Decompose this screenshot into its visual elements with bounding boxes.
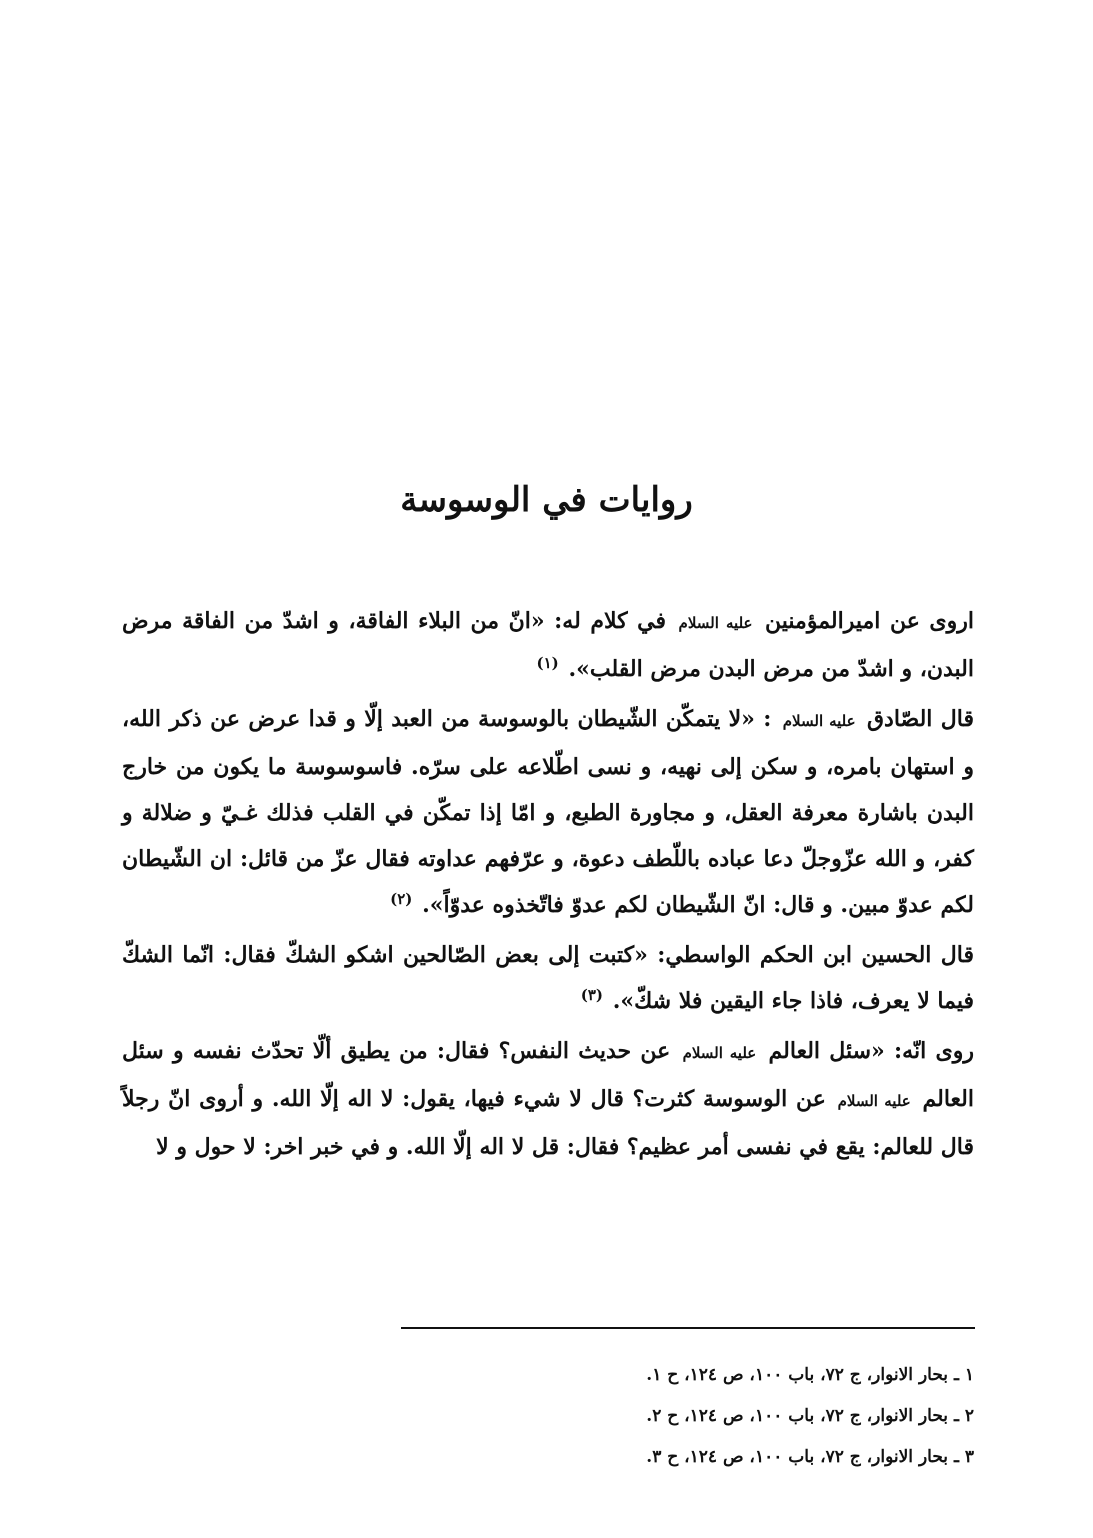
honorific: عليه السلام xyxy=(682,1044,757,1062)
page-title: روايات في الوسوسة xyxy=(400,480,693,520)
footnote-divider xyxy=(401,1327,975,1329)
paragraph-3 xyxy=(122,932,974,1024)
paragraph-1-text-a: اروى عن اميرالمؤمنين xyxy=(765,608,974,634)
paragraph-2-text-a: قال الصّادق xyxy=(866,706,974,732)
footnote-item: ٣ ـ بحار الانوار، ج ٧٢، باب ١٠٠، ص ١٢٤، ح ٣. xyxy=(646,1447,974,1467)
honorific: عليه السلام xyxy=(837,1092,911,1110)
honorific: عليه السلام xyxy=(782,712,856,730)
paragraph-4-text-b: عن حديث النفس؟ فقال: من يطيق ألّا تحدّث نفسه و سئل العالم xyxy=(122,1038,974,1112)
body-text xyxy=(122,598,974,1174)
footnotes xyxy=(400,1355,974,1478)
paragraph-1-text-b: في كلام له: «انّ من البلاء الفاقة، و اشدّ من الفاقة مرض البدن، و اشدّ من مرض البدن مرض القلب». xyxy=(122,608,974,682)
footnote-item: ١ ـ بحار الانوار، ج ٧٢، باب ١٠٠، ص ١٢٤، ح ١. xyxy=(646,1365,974,1385)
paragraph-2 xyxy=(122,696,974,928)
footnote-item: ٢ ـ بحار الانوار، ج ٧٢، باب ١٠٠، ص ١٢٤، ح ٢. xyxy=(646,1406,974,1426)
paragraph-4-text-c: عن الوسوسة كثرت؟ قال لا شيء فيها، يقول: لا اله إلّا الله. و أروى انّ رجلاً قال للعالم: يقع في نفسى أمر عظيم؟ فقال: قل لا اله إلّا الله. و في خبر اخر: لا حول و لا xyxy=(122,1086,974,1160)
paragraph-1 xyxy=(122,598,974,692)
footnote-ref-3: (٣) xyxy=(580,985,604,1004)
paragraph-3-text-a: قال الحسين ابن الحكم الواسطي: «كتبت إلى بعض الصّالحين اشكو الشكّ فقال: انّما الشكّ فيما لا يعرف، فاذا جاء اليقين فلا شكّ». xyxy=(122,942,974,1014)
paragraph-2-text-b: : «لا يتمكّن الشّيطان بالوسوسة من العبد إلّا و قدا عرض عن ذكر الله، و استهان بامره، و سكن إلى نهيه، و نسى اطّلاعه على سرّه. فاسوسوسة ما يكون من خارج البدن باشارة معرفة العقل، و مجاورة الطبع، و امّا إذا تمكّن في القلب فذلك غـيّ و ضلالة و كفر، و الله عزّوجلّ دعا عباده باللّطف دعوة، و عرّفهم عداوته فقال عزّ من قائل: ان الشّيطان لكم عدوّ مبين. و قال: انّ الشّيطان لكم عدوّ فاتّخذوه عدوّاً». xyxy=(122,706,974,918)
footnote-ref-1: (١) xyxy=(536,653,559,672)
footnote-ref-2: (٢) xyxy=(390,889,413,908)
honorific: عليه السلام xyxy=(678,614,753,632)
paragraph-4 xyxy=(122,1028,974,1170)
paragraph-4-text-a: روى انّه: «سئل العالم xyxy=(768,1038,974,1064)
